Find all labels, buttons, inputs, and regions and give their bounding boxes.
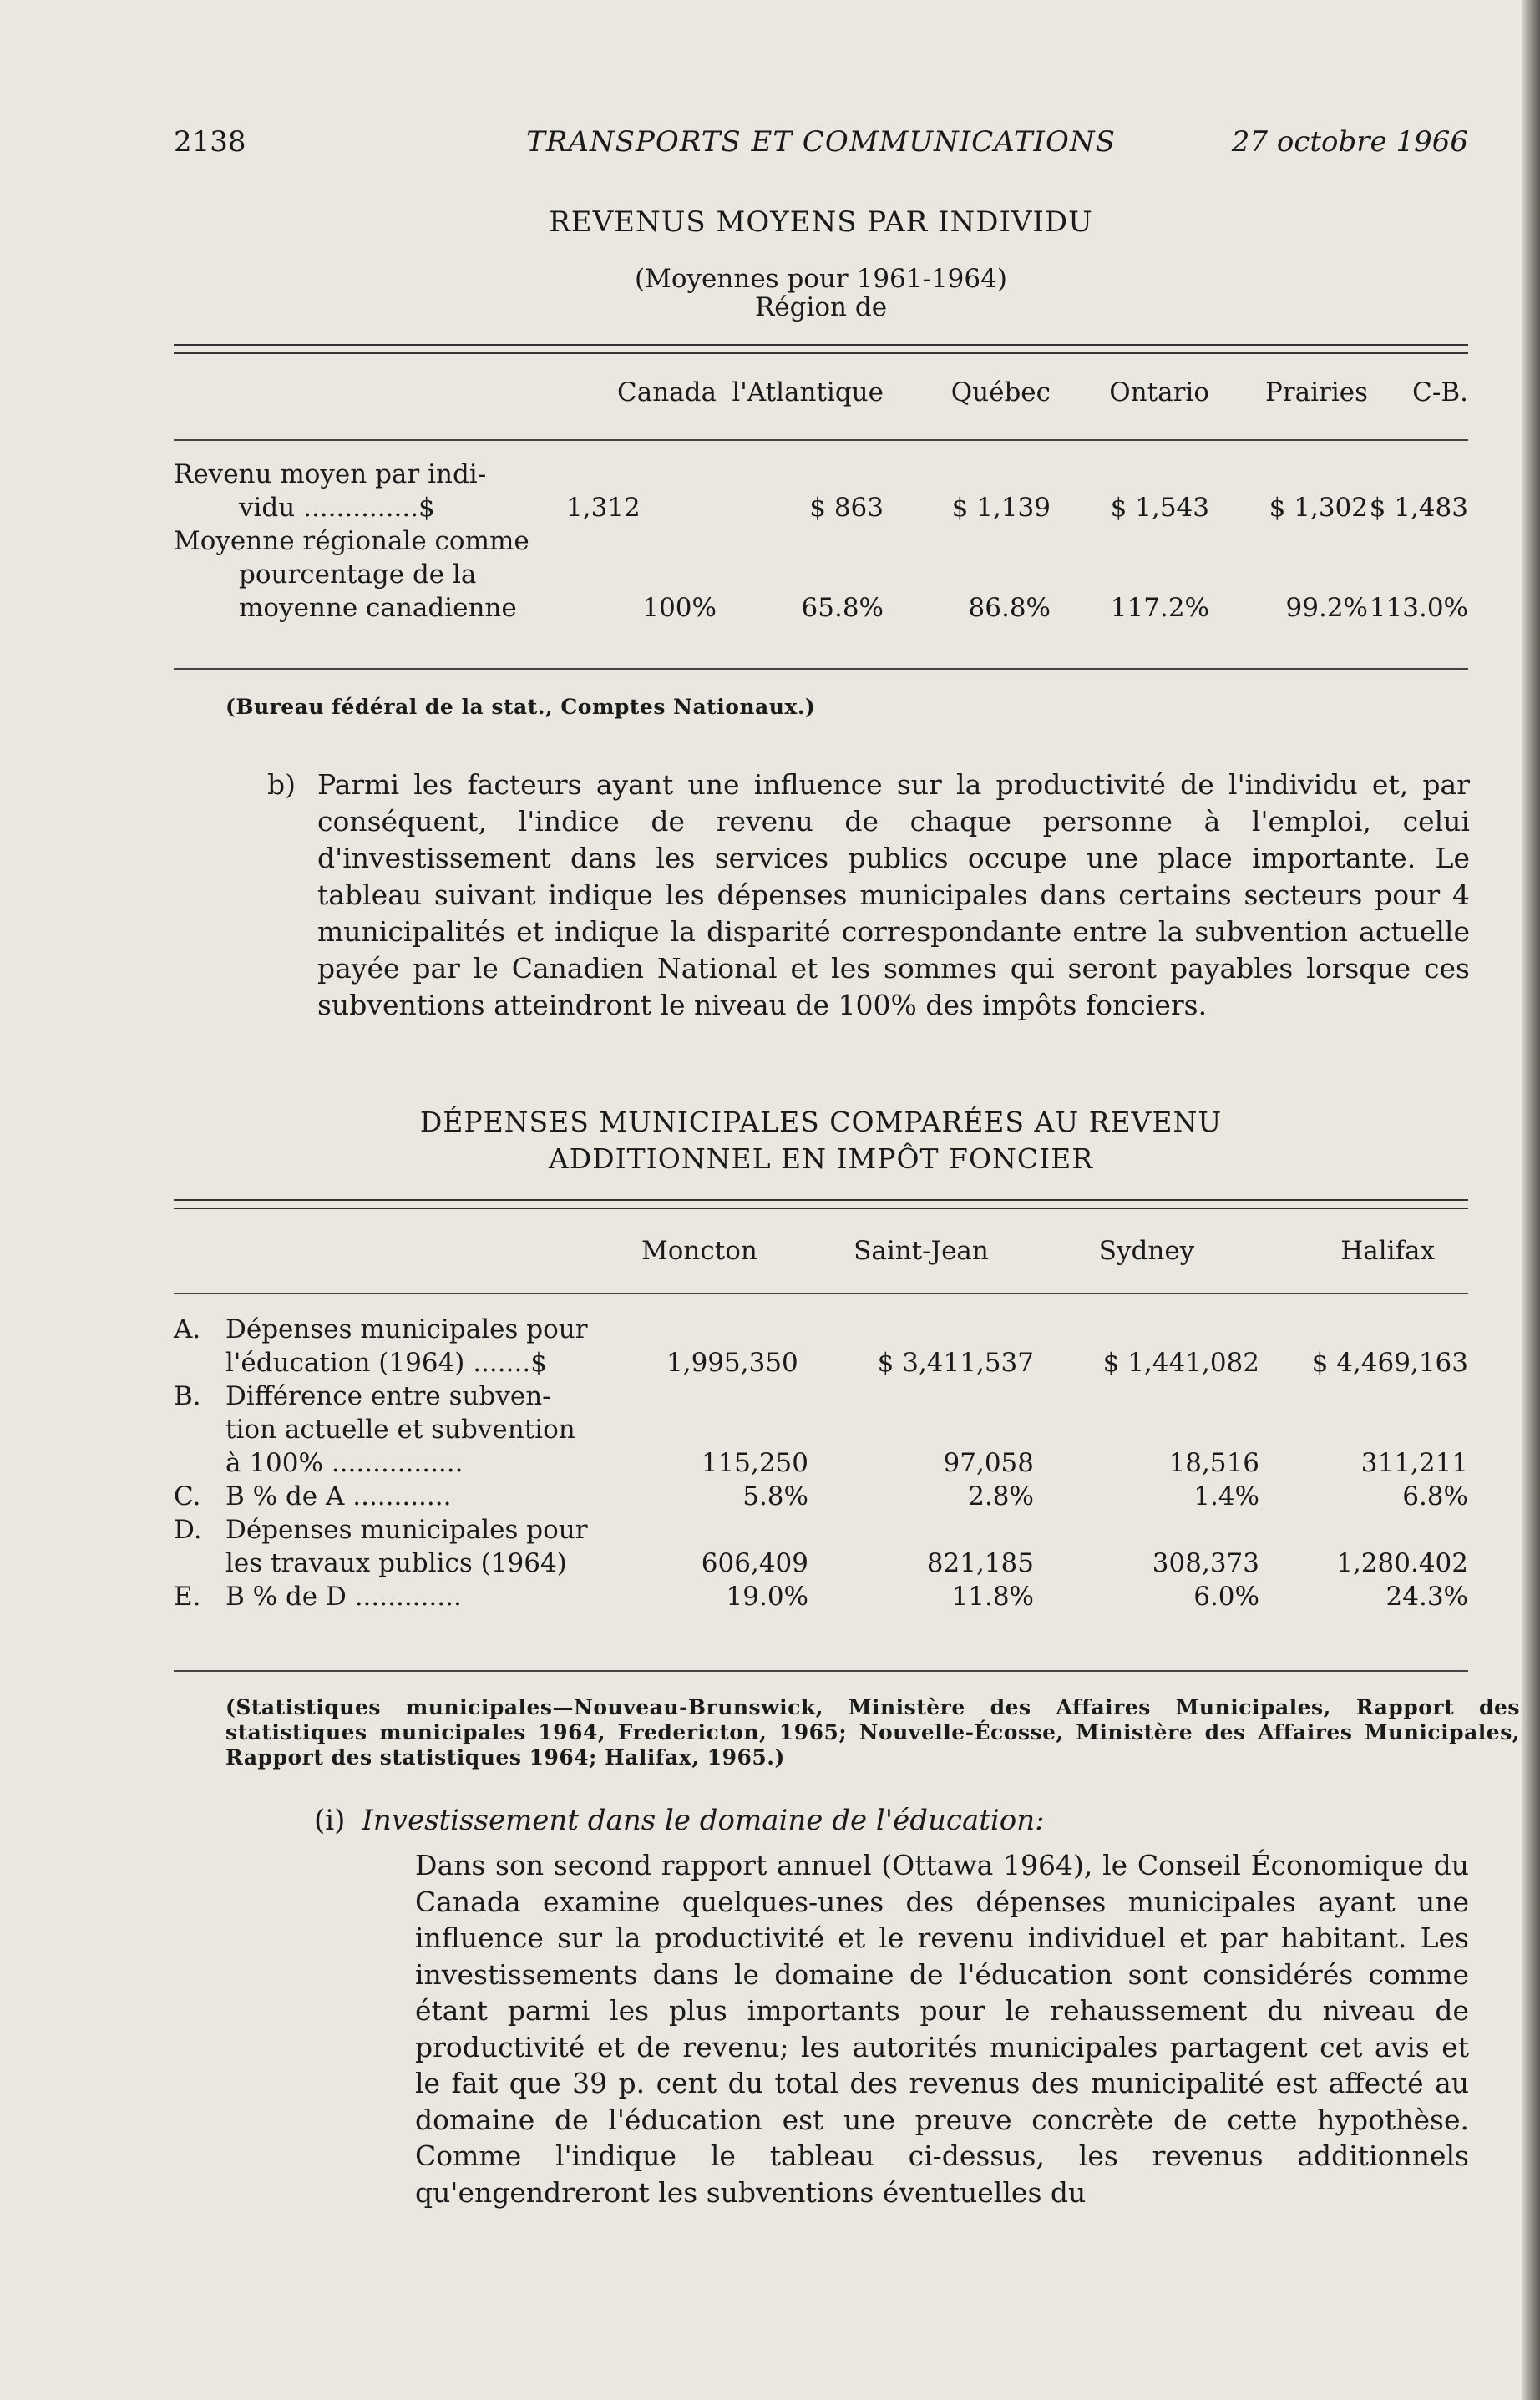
col-header: Canada <box>617 377 717 408</box>
table2-header-rule <box>174 1293 1468 1294</box>
row-label: B % de A ............ <box>225 1481 452 1511</box>
row-letter: C. <box>174 1481 201 1511</box>
table-cell: 100% <box>642 593 717 623</box>
col-header: Sydney <box>1098 1236 1195 1266</box>
table-cell: $ 4,469,163 <box>1311 1348 1468 1378</box>
table2-bottom-rule <box>174 1670 1468 1672</box>
table-row <box>174 458 1468 524</box>
table-row <box>174 1513 1468 1580</box>
table-cell: 115,250 <box>701 1448 808 1478</box>
row-label: Revenu moyen par indi- vidu ..............$ <box>174 459 487 523</box>
page-number: 2138 <box>174 125 246 159</box>
table1-header-rule <box>174 439 1468 441</box>
table-cell: 11.8% <box>951 1582 1034 1612</box>
row-label: Dépenses municipales pour l'éducation (1964) .......$ <box>225 1314 588 1378</box>
table-cell: 113.0% <box>1369 593 1468 623</box>
table1-subtitle-region: Région de <box>754 292 888 322</box>
col-header: C-B. <box>1412 377 1468 408</box>
table-cell: 24.3% <box>1385 1582 1468 1612</box>
row-label: Moyenne régionale comme pourcentage de la moyenne canadienne <box>174 526 529 623</box>
table-cell: 6.8% <box>1402 1481 1468 1511</box>
header-date: 27 octobre 1966 <box>1231 125 1468 159</box>
col-header: Ontario <box>1109 377 1209 408</box>
table-cell: 606,409 <box>701 1548 808 1578</box>
table-row <box>174 1380 1468 1480</box>
col-header: l'Atlantique <box>732 377 884 408</box>
col-header: Prairies <box>1264 377 1368 408</box>
table-row <box>174 524 1468 625</box>
running-header <box>174 125 1468 167</box>
table-cell: 308,373 <box>1152 1548 1259 1578</box>
section-heading <box>314 1804 1045 1837</box>
table1-title: REVENUS MOYENS PAR INDIVIDU <box>549 205 1093 239</box>
table1-source: (Bureau fédéral de la stat., Comptes Nationaux.) <box>225 695 816 719</box>
table2-top-rule <box>174 1199 1468 1209</box>
running-title: TRANSPORTS ET COMMUNICATIONS <box>526 125 1116 159</box>
col-header: Moncton <box>641 1236 757 1266</box>
table-cell: $ 1,483 <box>1369 493 1468 523</box>
row-letter: D. <box>174 1515 202 1545</box>
row-letter: A. <box>174 1314 201 1344</box>
table-cell: 5.8% <box>742 1481 808 1511</box>
table-cell: 86.8% <box>968 593 1051 623</box>
table2-source: (Statistiques municipales—Nouveau-Brunswick, Ministère des Affaires Municipales, Rapport des statistiques municipales 1964, Fredericton, 1965; Nouvelle-Écosse, Ministère des Affaires Municipales, Rapport des statistiques 1964; Halifax, 1965.) <box>225 1695 1520 1770</box>
table-cell: 97,058 <box>943 1448 1034 1478</box>
table-row <box>174 1480 1468 1513</box>
row-letter: E. <box>174 1582 201 1612</box>
col-header: Saint-Jean <box>854 1236 989 1266</box>
table1-header <box>174 377 1468 408</box>
paragraph-text: Parmi les facteurs ayant une influence sur la productivité de l'individu et, par conséquent, l'indice de revenu de chaque personne à l'emploi, celui d'investissement dans les services publics occupe une place importante. Le tableau suivant indique les dépenses municipales dans certains secteurs pour 4 municipalités et indique la disparité correspondante entre la subvention actuelle payée par le Canadien National et les sommes qui seront payables lorsque ces subventions atteindront le niveau de 100% des impôts fonciers. <box>317 768 1470 1021</box>
table-cell: 1,312 <box>566 493 641 523</box>
table2-body <box>174 1313 1468 1613</box>
table-row <box>174 1313 1468 1380</box>
table2-header <box>174 1236 1468 1266</box>
table-cell: $ 3,411,537 <box>877 1348 1034 1378</box>
col-header: Halifax <box>1340 1236 1435 1266</box>
table-cell: $ 1,441,082 <box>1102 1348 1259 1378</box>
paragraph-b <box>267 767 1470 1024</box>
table-cell: 19.0% <box>726 1582 808 1612</box>
row-label: Différence entre subven- tion actuelle et subvention à 100% ................ <box>225 1381 575 1478</box>
section-heading-text: Investissement dans le domaine de l'éducation: <box>362 1804 1045 1837</box>
table2-title: DÉPENSES MUNICIPALES COMPARÉES AU REVENU <box>419 1106 1223 1138</box>
paragraph-marker: b) <box>267 768 296 801</box>
section-body: Dans son second rapport annuel (Ottawa 1964), le Conseil Économique du Canada examine quelques-unes des dépenses municipales ayant une influence sur la productivité et le revenu individuel et par habitant. Les investissements dans le domaine de l'éducation sont considérés comme étant parmi les plus importants pour le rehaussement du niveau de productivité et de revenu; les autorités municipales partagent cet avis et le fait que 39 p. cent du total des revenus des municipalité est affecté au domaine de l'éducation est une preuve concrète de cette hypothèse. Comme l'indique le tableau ci-dessus, les revenus additionnels qu'engendreront les subventions éventuelles du <box>415 1849 1469 2209</box>
table-cell: 1,995,350 <box>666 1348 798 1378</box>
book-spine-shadow <box>1522 0 1540 2400</box>
table-cell: 117.2% <box>1110 593 1209 623</box>
row-label: Dépenses municipales pour les travaux publics (1964) <box>225 1515 588 1578</box>
row-letter: B. <box>174 1381 201 1411</box>
section-marker: (i) <box>314 1804 346 1837</box>
table1-top-rule <box>174 344 1468 354</box>
table-cell: $ 863 <box>809 493 884 523</box>
table-cell: 65.8% <box>801 593 884 623</box>
table-cell: $ 1,543 <box>1110 493 1209 523</box>
table1-bottom-rule <box>174 668 1468 670</box>
table1-subtitle: (Moyennes pour 1961-1964) <box>635 264 1007 294</box>
table-cell: $ 1,139 <box>951 493 1051 523</box>
table-cell: 311,211 <box>1360 1448 1468 1478</box>
table-cell: 821,185 <box>926 1548 1034 1578</box>
table-row <box>174 1580 1468 1613</box>
table-cell: 18,516 <box>1168 1448 1259 1478</box>
table-cell: $ 1,302 <box>1269 493 1368 523</box>
row-label: B % de D ............. <box>225 1582 462 1612</box>
table-cell: 1,280.402 <box>1336 1548 1468 1578</box>
table-cell: 99.2% <box>1285 593 1368 623</box>
table1-body <box>174 458 1468 625</box>
table-cell: 2.8% <box>968 1481 1034 1511</box>
table-cell: 1.4% <box>1193 1481 1259 1511</box>
table-cell: 6.0% <box>1193 1582 1259 1612</box>
col-header: Québec <box>950 377 1051 408</box>
table2-title-line2: ADDITIONNEL EN IMPÔT FONCIER <box>548 1142 1094 1175</box>
